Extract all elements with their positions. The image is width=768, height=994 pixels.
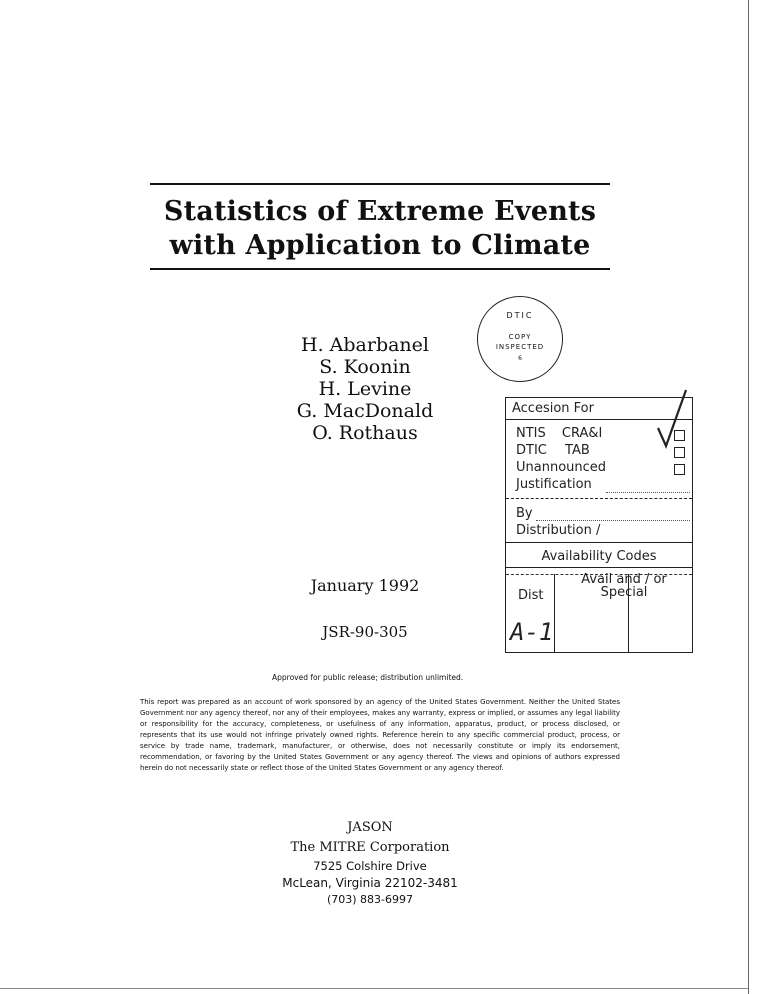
- author-4: G. MacDonald: [296, 400, 434, 422]
- org-parent: The MITRE Corporation: [290, 840, 450, 855]
- form-header: Accesion For: [512, 401, 594, 416]
- title-line-2: with Application to Climate: [169, 230, 591, 261]
- org-street: 7525 Colshire Drive: [313, 859, 427, 873]
- dtic-inspected-stamp: [477, 296, 563, 382]
- dist-label: Dist: [518, 588, 544, 603]
- checkbox-ntis: [674, 430, 685, 441]
- report-date: January 1992: [310, 576, 420, 595]
- dtic-code: TAB: [565, 443, 590, 458]
- report-number: JSR-90-305: [322, 623, 408, 641]
- availability-codes-header: Availability Codes: [541, 549, 657, 564]
- checkbox-unannounced: [674, 464, 685, 475]
- checkbox-dtic: [674, 447, 685, 458]
- form-row-justification: Justification: [516, 477, 592, 492]
- ntis-label: NTIS: [516, 426, 546, 441]
- author-1: H. Abarbanel: [301, 334, 429, 356]
- report-title: [150, 195, 610, 263]
- title-rule-top: [150, 183, 610, 185]
- form-row-distribution: Distribution /: [516, 523, 601, 538]
- form-row-unannounced: Unannounced: [516, 460, 607, 475]
- stamp-line-1: DTIC: [506, 311, 534, 320]
- form-row-by: By: [516, 506, 533, 521]
- stamp-line-3: INSPECTED: [495, 343, 545, 351]
- handwritten-entry: A-1: [510, 618, 554, 646]
- avail-label-2: Special: [600, 585, 648, 600]
- avail-label-1: Avail and / or: [581, 572, 667, 587]
- author-5: O. Rothaus: [312, 422, 418, 444]
- ntis-code: CRA&I: [561, 426, 603, 441]
- dtic-label: DTIC: [516, 443, 547, 458]
- title-rule-bottom: [150, 268, 610, 270]
- org-name: JASON: [347, 820, 393, 835]
- stamp-line-2: COPY: [508, 333, 532, 341]
- approval-statement: Approved for public release; distribution unlimited.: [272, 673, 464, 682]
- title-line-1: Statistics of Extreme Events: [163, 196, 597, 227]
- page-edge-bottom: [0, 988, 748, 989]
- author-3: H. Levine: [318, 378, 412, 400]
- page-edge-right: [748, 0, 749, 994]
- author-list: [270, 334, 460, 444]
- stamp-line-4: 6: [518, 355, 522, 362]
- org-phone: (703) 883-6997: [326, 893, 414, 906]
- org-city: McLean, Virginia 22102-3481: [282, 876, 458, 890]
- author-2: S. Koonin: [319, 356, 411, 378]
- disclaimer-paragraph: This report was prepared as an account of work sponsored by an agency of the United States Government. Neither the United States Government nor any agency thereof, nor any of their employees, makes any warranty, express or implied, or assumes any legal liability or responsibility for the accuracy, completeness, or usefulness of any information, apparatus, product, or process disclosed, or represents that its use would not infringe privately owned rights. Reference herein to any specific commercial product, process, or service by trade name, trademark, manufacturer, or otherwise, does not necessarily constitute or imply its endorsement, recommendation, or favoring by the United States Government or any agency thereof. The views and opinions of authors expressed herein do not necessarily state or reflect those of the United States Government or any agency thereof.: [140, 698, 620, 772]
- accession-form: [505, 397, 693, 653]
